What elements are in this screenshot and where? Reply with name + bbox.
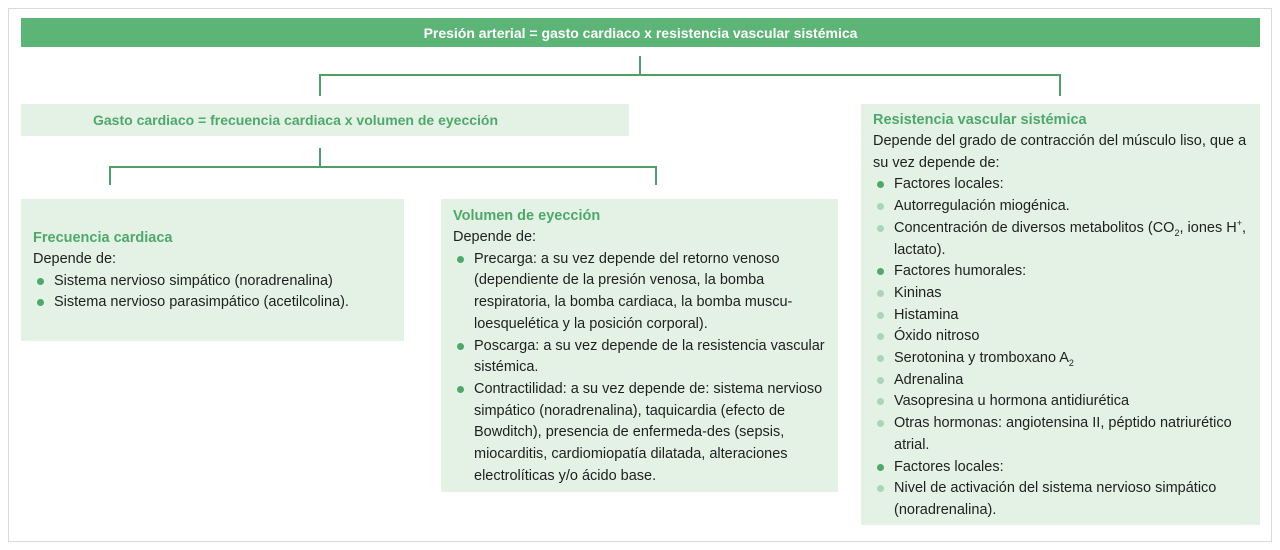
h-superscript: + bbox=[1236, 217, 1242, 228]
title-bar bbox=[21, 18, 1260, 47]
list-item: Otras hormonas: angiotensina II, péptido natriurético atrial. bbox=[873, 413, 1250, 456]
connector-to-resistencia bbox=[1059, 74, 1061, 96]
list-item: Sistema nervioso simpático (noradrenalina) bbox=[33, 271, 404, 293]
connector-second-horizontal bbox=[109, 166, 657, 168]
frecuencia-cardiaca-box bbox=[21, 199, 404, 341]
list-item: Precarga: a su vez depende del retorno venoso (dependiente de la presión venosa, la bomba respiratoria, la bomba cardiaca, la bomba muscu-loesquelética y la posición corporal). bbox=[453, 249, 826, 336]
connector-gasto-down bbox=[319, 148, 321, 167]
list-item: Sistema nervioso parasimpático (acetilcolina). bbox=[33, 292, 404, 314]
list-item: Adrenalina bbox=[873, 370, 1250, 392]
list-item: Contractilidad: a su vez depende de: sistema nervioso simpático (noradrenalina), taquicardia (efecto de Bowditch), presencia de enfermeda-des (sepsis, miocarditis, cardiomiopatía dilatada, alteraciones electrolíticas y/o ácido base. bbox=[453, 379, 826, 488]
volumen-eyeccion-intro: Depende de: bbox=[453, 229, 537, 245]
list-item: Nivel de activación del sistema nervioso simpático (noradrenalina). bbox=[873, 478, 1250, 521]
list-item: Autorregulación miogénica. bbox=[873, 196, 1250, 218]
resistencia-vascular-heading: Resistencia vascular sistémica bbox=[873, 112, 1087, 128]
a2-subscript: 2 bbox=[1068, 357, 1074, 368]
gasto-cardiaco-label: Gasto cardiaco = frecuencia cardiaca x volumen de eyección bbox=[93, 112, 499, 128]
list-item: Poscarga: a su vez depende de la resistencia vascular sistémica. bbox=[453, 336, 826, 379]
metabolitos-text-after: , lactato). bbox=[894, 219, 1247, 258]
frecuencia-cardiaca-intro: Depende de: bbox=[33, 251, 117, 267]
metabolitos-text-before: Concentración de diversos metabolitos (CO bbox=[894, 219, 1175, 236]
frecuencia-cardiaca-heading: Frecuencia cardiaca bbox=[33, 230, 173, 246]
list-item: Factores locales: bbox=[873, 457, 1250, 479]
resistencia-vascular-box bbox=[861, 104, 1260, 525]
connector-title-down bbox=[639, 56, 641, 75]
connector-top-horizontal bbox=[319, 74, 1061, 76]
list-item: Factores humorales: bbox=[873, 261, 1250, 283]
list-item: Factores locales: bbox=[873, 174, 1250, 196]
volumen-eyeccion-box bbox=[441, 199, 838, 492]
list-item bbox=[873, 348, 1250, 370]
list-item: Vasopresina u hormona antidiurética bbox=[873, 391, 1250, 413]
gasto-cardiaco-box bbox=[21, 104, 629, 136]
connector-to-gasto bbox=[319, 74, 321, 96]
co2-subscript: 2 bbox=[1174, 227, 1180, 238]
volumen-eyeccion-list bbox=[453, 249, 826, 488]
list-item: Óxido nitroso bbox=[873, 326, 1250, 348]
connector-to-frecuencia bbox=[109, 166, 111, 185]
list-item bbox=[873, 218, 1250, 261]
serotonina-text: Serotonina y tromboxano A bbox=[894, 350, 1069, 367]
title-text: Presión arterial = gasto cardiaco x resistencia vascular sistémica bbox=[423, 24, 858, 41]
resistencia-vascular-list bbox=[873, 174, 1250, 521]
frecuencia-cardiaca-list bbox=[33, 271, 404, 314]
list-item: Kininas bbox=[873, 283, 1250, 305]
connector-to-volumen bbox=[655, 166, 657, 185]
volumen-eyeccion-heading: Volumen de eyección bbox=[453, 208, 601, 224]
resistencia-vascular-intro: Depende del grado de contracción del músculo liso, que a su vez depende de: bbox=[873, 133, 1247, 171]
list-item: Histamina bbox=[873, 305, 1250, 327]
metabolitos-text-middle: , iones H bbox=[1179, 219, 1237, 236]
